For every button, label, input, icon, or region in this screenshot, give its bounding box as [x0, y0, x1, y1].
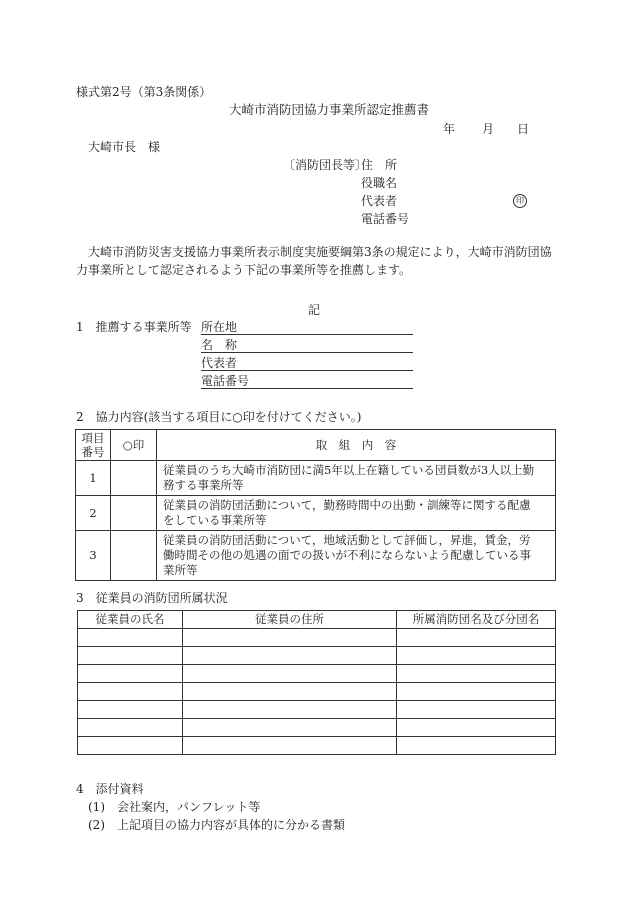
- mark-cell[interactable]: [111, 531, 157, 581]
- content-line: 働時間その他の処遇の面での扱いが不利にならないよう配慮している事: [163, 548, 531, 562]
- address-cell[interactable]: [183, 647, 397, 665]
- name-cell[interactable]: [78, 701, 183, 719]
- col-item-number-text: 項目番号: [81, 431, 105, 459]
- brigade-cell[interactable]: [397, 719, 556, 737]
- table-row: [78, 701, 556, 719]
- mark-cell[interactable]: [111, 461, 157, 496]
- brigade-cell[interactable]: [397, 665, 556, 683]
- section4-heading: 4 添付資料: [76, 782, 144, 796]
- field-phone-label: 電話番号: [201, 374, 250, 388]
- section3-heading: 3 従業員の消防団所属状況: [76, 591, 228, 605]
- field-location-label: 所在地: [201, 320, 238, 334]
- address-cell[interactable]: [183, 629, 397, 647]
- address-cell[interactable]: [183, 683, 397, 701]
- date-month: 月: [482, 122, 495, 136]
- table-row: [78, 665, 556, 683]
- field-location: [201, 320, 413, 335]
- brigade-cell[interactable]: [397, 701, 556, 719]
- col-brigade-name: 所属消防団名及び分団名: [397, 611, 556, 629]
- cooperation-table: [75, 429, 556, 581]
- address-cell[interactable]: [183, 719, 397, 737]
- employee-table: [77, 610, 556, 755]
- content-cell: [157, 461, 556, 496]
- attachment-item-1: (1) 会社案内，パンフレット等: [88, 800, 261, 814]
- ki-mark: 記: [308, 303, 321, 317]
- table-row: [78, 683, 556, 701]
- name-cell[interactable]: [78, 719, 183, 737]
- name-cell[interactable]: [78, 737, 183, 755]
- phone-label: 電話番号: [361, 212, 410, 226]
- name-cell[interactable]: [78, 647, 183, 665]
- brigade-cell[interactable]: [397, 647, 556, 665]
- content-line: 従業員の消防団活動について，勤務時間中の出動・訓練等に関する配慮: [163, 498, 531, 512]
- addressee: 大崎市長 様: [88, 140, 161, 154]
- applicant-prefix: 〔消防団長等〕: [283, 158, 368, 172]
- name-cell[interactable]: [78, 665, 183, 683]
- table-row: [76, 496, 556, 531]
- col-content: 取 組 内 容: [157, 430, 556, 461]
- date-year: 年: [443, 122, 456, 136]
- col-employee-address: 従業員の住所: [183, 611, 397, 629]
- brigade-cell[interactable]: [397, 629, 556, 647]
- address-cell[interactable]: [183, 737, 397, 755]
- field-representative: [201, 356, 413, 371]
- brigade-cell[interactable]: [397, 683, 556, 701]
- table-row: [78, 647, 556, 665]
- name-cell[interactable]: [78, 629, 183, 647]
- section1-heading: 1 推薦する事業所等: [76, 320, 192, 334]
- row-number: 1: [76, 461, 111, 496]
- content-line: 務する事業所等: [163, 478, 244, 492]
- section2-heading: 2 協力内容(該当する項目に○印を付けてください。): [76, 410, 362, 424]
- representative-label: 代表者: [361, 194, 398, 208]
- content-line: 従業員のうち大崎市消防団に満5年以上在籍している団員数が3人以上勤: [163, 463, 535, 477]
- intro-line-1: 大崎市消防災害支援協力事業所表示制度実施要綱第3条の規定により，大崎市消防団協: [88, 245, 552, 259]
- field-name: [201, 338, 413, 353]
- mark-cell[interactable]: [111, 496, 157, 531]
- intro-line-2: 力事業所として認定されるよう下記の事業所等を推薦します。: [76, 263, 412, 277]
- employee-table-header: [78, 611, 556, 629]
- form-number: 様式第2号（第3条関係）: [76, 85, 212, 99]
- cooperation-table-header: [76, 430, 556, 461]
- name-cell[interactable]: [78, 683, 183, 701]
- brigade-cell[interactable]: [397, 737, 556, 755]
- attachment-item-2: (2) 上記項目の協力内容が具体的に分かる書類: [88, 818, 345, 832]
- position-label: 役職名: [361, 176, 398, 190]
- col-employee-name: 従業員の氏名: [78, 611, 183, 629]
- table-row: [76, 461, 556, 496]
- field-representative-label: 代表者: [201, 356, 238, 370]
- col-mark: ○印: [111, 430, 157, 461]
- address-label: 住 所: [361, 158, 398, 172]
- table-row: [78, 737, 556, 755]
- content-line: 従業員の消防団活動について，地域活動として評価し，昇進，賃金，労: [163, 533, 531, 547]
- content-cell: [157, 496, 556, 531]
- content-line: 業所等: [163, 563, 198, 577]
- address-cell[interactable]: [183, 701, 397, 719]
- field-name-label: 名 称: [201, 338, 238, 352]
- table-row: [76, 531, 556, 581]
- table-row: [78, 629, 556, 647]
- table-row: [78, 719, 556, 737]
- seal-mark: 印: [513, 194, 527, 208]
- field-phone: [201, 374, 413, 389]
- address-cell[interactable]: [183, 665, 397, 683]
- col-item-number: [76, 430, 111, 461]
- content-line: をしている事業所等: [163, 513, 267, 527]
- row-number: 2: [76, 496, 111, 531]
- document-title: 大崎市消防団協力事業所認定推薦書: [229, 102, 430, 117]
- content-cell: [157, 531, 556, 581]
- row-number: 3: [76, 531, 111, 581]
- date-day: 日: [517, 122, 530, 136]
